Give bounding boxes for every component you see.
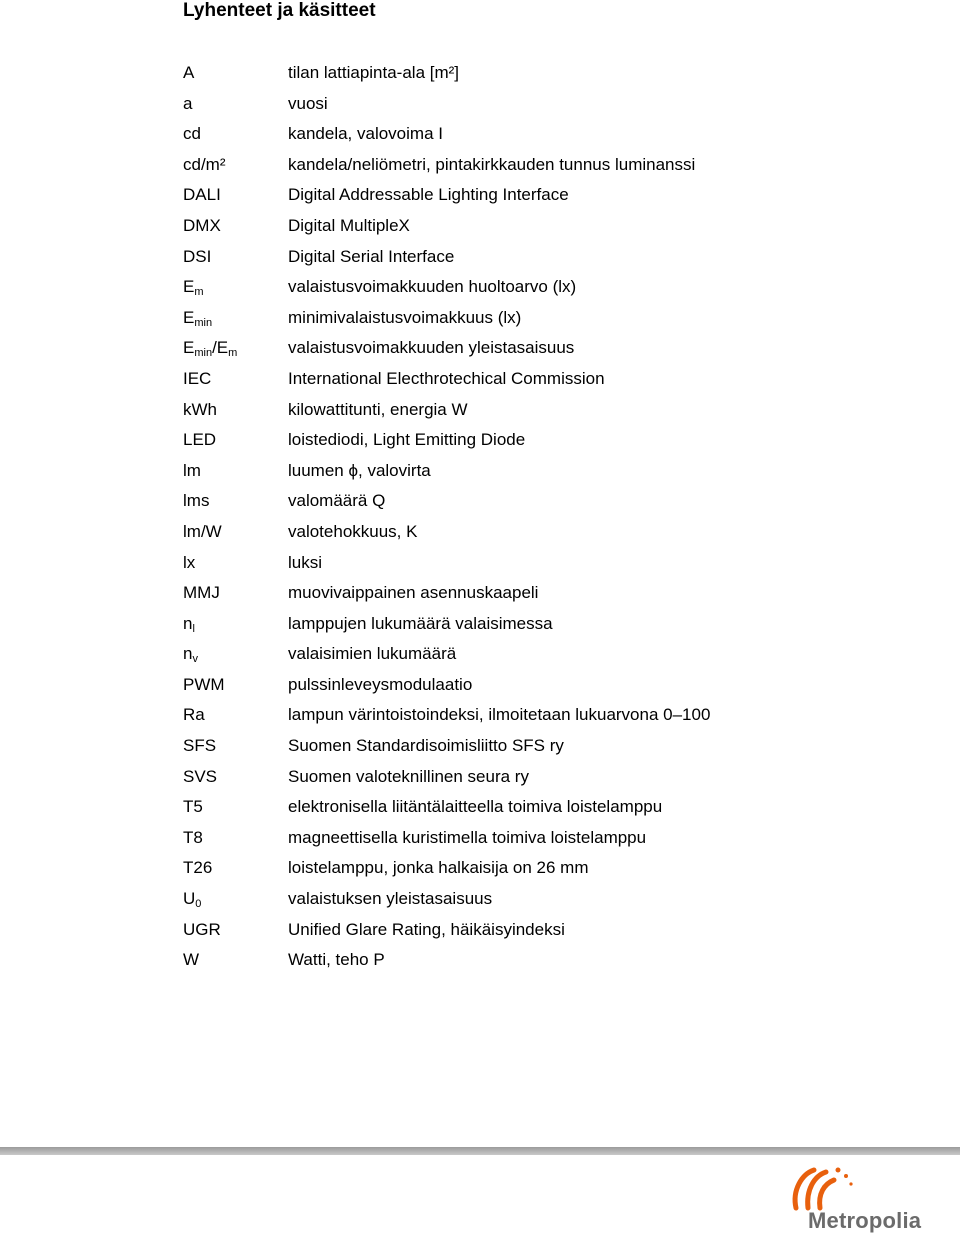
abbreviation-row: [183, 184, 883, 215]
abbreviation-definition: lamppujen lukumäärä valaisimessa: [288, 613, 553, 633]
abbreviation-definition: Digital Addressable Lighting Interface: [288, 185, 569, 205]
abbreviation-row: [183, 62, 883, 93]
abbreviation-term: DSI: [183, 246, 212, 266]
page-title: Lyhenteet ja käsitteet: [183, 0, 376, 21]
abbreviation-definition: valaistusvoimakkuuden huoltoarvo (lx): [288, 277, 577, 297]
abbreviation-term: DALI: [183, 185, 221, 205]
abbreviation-definition: kandela/neliömetri, pintakirkkauden tunnus luminanssi: [288, 154, 696, 174]
abbreviation-definition: valaistuksen yleistasaisuus: [288, 889, 493, 909]
abbreviation-row: [183, 827, 883, 858]
abbreviation-definition: tilan lattiapinta-ala [m²]: [288, 63, 460, 82]
abbreviation-term: $E_m$: [183, 277, 204, 299]
abbreviation-row: [183, 796, 883, 827]
abbreviation-term: lm/W: [183, 521, 222, 541]
abbreviation-row: [183, 368, 883, 399]
abbreviation-term: SVS: [183, 766, 218, 786]
abbreviation-term: kWh: [183, 399, 217, 419]
abbreviation-definition: valomäärä Q: [288, 491, 386, 511]
abbreviation-term: T26: [183, 858, 213, 878]
abbreviation-definition: loistediodi, Light Emitting Diode: [288, 430, 526, 450]
abbreviation-definition: loistelamppu, jonka halkaisija on 26 mm: [288, 858, 589, 878]
abbreviation-definition: magneettisella kuristimella toimiva loistelamppu: [288, 827, 647, 847]
abbreviation-term: PWM: [183, 674, 225, 694]
abbreviation-row: [183, 674, 883, 705]
abbreviation-row: [183, 521, 883, 552]
abbreviation-definition: Suomen valoteknillinen seura ry: [288, 766, 529, 786]
abbreviation-row: [183, 123, 883, 154]
abbreviation-term: MMJ: [183, 583, 220, 603]
abbreviation-row: [183, 857, 883, 888]
abbreviation-term: lms: [183, 491, 210, 511]
abbreviation-term: lm: [183, 460, 201, 480]
abbreviation-row: [183, 919, 883, 950]
abbreviation-row: [183, 613, 883, 644]
abbreviation-definition: luumen ϕ, valovirta: [288, 460, 431, 480]
abbreviation-definition: lampun värintoistoindeksi, ilmoitetaan lukuarvona 0–100: [288, 705, 711, 725]
abbreviation-definition: vuosi: [288, 93, 328, 113]
abbreviation-term: LED: [183, 430, 217, 450]
abbreviation-row: [183, 93, 883, 124]
abbreviation-row: [183, 643, 883, 674]
abbreviation-row: [183, 552, 883, 583]
abbreviation-row: [183, 429, 883, 460]
abbreviation-row: [183, 399, 883, 430]
abbreviation-term: lx: [183, 552, 196, 572]
abbreviation-term: IEC: [183, 368, 212, 388]
abbreviation-row: [183, 490, 883, 521]
abbreviation-definition: elektronisella liitäntälaitteella toimiva loistelamppu: [288, 797, 663, 817]
abbreviation-definition: kilowattitunti, energia W: [288, 399, 468, 419]
abbreviation-row: [183, 949, 883, 980]
abbreviation-definition: International Electhrotechical Commission: [288, 368, 605, 388]
abbreviation-definition: Unified Glare Rating, häikäisyindeksi: [288, 919, 565, 939]
abbreviation-term: $n_l$: [183, 613, 195, 635]
abbreviation-term: $E_{min}$: [183, 307, 213, 329]
abbreviation-term: cd/m²: [183, 154, 226, 174]
abbreviation-term: A: [183, 63, 195, 82]
logo-wordmark: Metropolia: [808, 1208, 922, 1233]
abbreviation-definition: muovivaippainen asennuskaapeli: [288, 583, 539, 603]
abbreviation-term: UGR: [183, 919, 221, 939]
abbreviation-definition: kandela, valovoima I: [288, 124, 443, 144]
abbreviation-row: [183, 337, 883, 368]
abbreviation-term: a: [183, 93, 193, 113]
abbreviation-term: DMX: [183, 215, 221, 235]
abbreviation-definition: Suomen Standardisoimisliitto SFS ry: [288, 736, 564, 756]
abbreviation-definition: valaisimien lukumäärä: [288, 644, 457, 664]
abbreviation-row: [183, 582, 883, 613]
abbreviation-term: T5: [183, 797, 203, 817]
abbreviation-row: [183, 154, 883, 185]
abbreviation-row: [183, 460, 883, 491]
abbreviation-row: [183, 215, 883, 246]
abbreviation-term: $n_v$: [183, 644, 198, 666]
abbreviation-row: [183, 735, 883, 766]
abbreviation-definition: luksi: [288, 552, 323, 572]
abbreviation-row: [183, 276, 883, 307]
abbreviation-definition: pulssinleveysmodulaatio: [288, 674, 473, 694]
abbreviation-definition: valaistusvoimakkuuden yleistasaisuus: [288, 338, 575, 358]
abbreviation-definition: minimivalaistusvoimakkuus (lx): [288, 307, 522, 327]
abbreviation-term: $E_{min}/E_m$: [183, 338, 238, 360]
abbreviation-row: [183, 307, 883, 338]
abbreviation-list: [183, 62, 883, 980]
abbreviation-row: [183, 766, 883, 797]
abbreviation-definition: Digital Serial Interface: [288, 246, 455, 266]
abbreviation-definition: Digital MultipleX: [288, 215, 410, 235]
abbreviation-term: T8: [183, 827, 203, 847]
abbreviation-row: [183, 888, 883, 919]
abbreviation-row: [183, 704, 883, 735]
abbreviation-term: Ra: [183, 705, 205, 725]
abbreviation-definition: valotehokkuus, K: [288, 521, 418, 541]
footer-divider: [0, 1147, 960, 1155]
abbreviation-term: cd: [183, 124, 201, 144]
abbreviation-term: SFS: [183, 736, 217, 756]
abbreviation-row: [183, 246, 883, 277]
abbreviation-definition: Watti, teho P: [288, 950, 385, 970]
abbreviation-term: W: [183, 950, 200, 970]
abbreviation-term: $U_0$: [183, 889, 202, 911]
